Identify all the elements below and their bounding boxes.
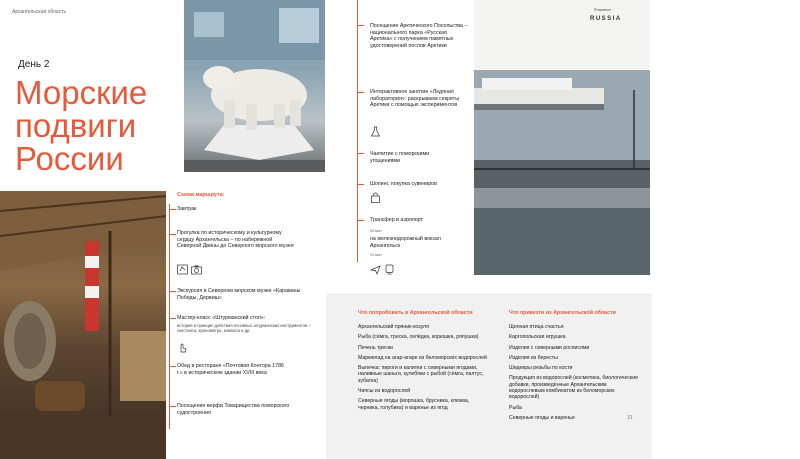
route-tick <box>357 184 364 185</box>
page-title <box>15 76 147 175</box>
route-tick <box>169 234 176 235</box>
try-list <box>358 324 488 411</box>
day-label: День 2 <box>18 59 50 70</box>
polar-bear-photo <box>184 0 325 172</box>
route-timeline-right <box>357 0 358 262</box>
shopping-bag-icon <box>370 190 381 201</box>
route-tick <box>169 209 176 210</box>
transfer-time: 30 мин. <box>370 229 383 233</box>
route-step: на железнодорожный вокзал Архангельск <box>370 236 441 249</box>
route-step: Шопинг, покупка сувениров <box>370 181 437 187</box>
page-number: 31 <box>627 415 633 421</box>
route-step: Посещение верфи Товарищества поморского судостроения <box>177 403 290 416</box>
route-tick <box>357 153 364 154</box>
list-item: Северные ягоды и варенье <box>509 414 575 421</box>
route-step: Чаепитие с поморскими угощениями <box>370 151 430 164</box>
route-step: Трансфер в аэропорт <box>370 217 424 223</box>
list-item: Каргопольская игрушка <box>509 334 566 341</box>
title-line: Морские <box>15 74 148 111</box>
route-tick <box>357 92 364 93</box>
list-item: Изделия из бересты <box>509 354 558 361</box>
list-item: Выпечка: пироги и калитки с северными ягодами, наливные шаньги, кулебяки с рыбой (сёмга, палтус, зубатка) <box>358 365 484 384</box>
list-item: Изделия с северными росписями <box>509 344 590 351</box>
bring-heading: Что привезти из Архангельской области <box>509 310 616 316</box>
region-label: Архангельская область <box>12 9 67 15</box>
russia-logo: RUSSIA <box>590 16 622 22</box>
transfer-time: 10 мин. <box>370 253 383 257</box>
route-tick <box>169 366 176 367</box>
list-item: Мармелад на агар-агаре из беломорских водорослей <box>358 354 487 361</box>
list-item: Рыба (сёмга, треска, селёдка, корюшка, ряпушка) <box>358 334 479 341</box>
camera-icon <box>191 262 202 273</box>
route-step: Прогулка по историческому и культурному сердцу Архангельска – по набережной Северной Двины до Северного морского музея <box>177 230 294 249</box>
title-line: подвиги <box>15 107 137 144</box>
title-line: России <box>15 140 124 177</box>
list-item: Чипсы из водорослей <box>358 388 411 395</box>
route-step: Посещение Арктического Посольства – национального парка «Русская Арктика» с получением памятных удостоверений послов Арктики <box>370 23 468 49</box>
route-step: Интерактивное занятие «Ледяная лаборатория»: раскрываем секреты Арктики с помощью экспериментов <box>370 89 459 108</box>
route-tick <box>169 318 176 319</box>
route-tick <box>169 291 176 292</box>
route-tick <box>357 25 364 26</box>
list-item: Рыба <box>509 404 522 411</box>
list-item: Архангельский пряник-козуля <box>358 324 429 330</box>
ship-interior-photo <box>0 191 166 459</box>
route-heading: Схема маршрута: <box>177 192 225 198</box>
route-timeline <box>169 204 170 429</box>
route-step: Мастер-класс «Штурманский стол»: <box>177 315 266 321</box>
list-item: Шедевры резьбы по кости <box>509 365 573 372</box>
route-step: Экскурсия в Северном морском музее «Караваны Победы, Дервиш» <box>177 288 301 301</box>
list-item: Печень трески <box>358 344 393 351</box>
map-icon <box>177 262 188 273</box>
flask-icon <box>370 124 381 135</box>
route-step-note: история и принцип действия основных штурманских инструментов – секстанта, хронометра, компаса и др. <box>177 323 311 334</box>
bring-list <box>509 324 641 421</box>
train-icon <box>384 262 395 273</box>
river-embankment-photo <box>474 0 650 275</box>
route-tick <box>169 406 176 407</box>
list-item: Щепная птица счастья <box>509 324 564 330</box>
route-step: Обед в ресторане «Почтовая Контора 1786 г.» в историческом здании XVIII века <box>177 363 284 376</box>
hand-touch-icon <box>177 340 188 351</box>
list-item: Северные ягоды (морошка, брусника, клюква, черника, голубика) и варенье из ягод <box>358 398 470 411</box>
list-item: Продукция из водорослей (косметика, биологические добавки, произведённые Архангельским водорослевым комбинатом из беломорских водорослей) <box>509 375 638 401</box>
plane-icon <box>370 262 381 273</box>
try-heading: Что попробовать в Архангельской области <box>358 310 473 316</box>
logo-caption: Я посетил <box>594 8 611 12</box>
route-step: Завтрак <box>177 206 197 212</box>
route-tick <box>357 220 364 221</box>
